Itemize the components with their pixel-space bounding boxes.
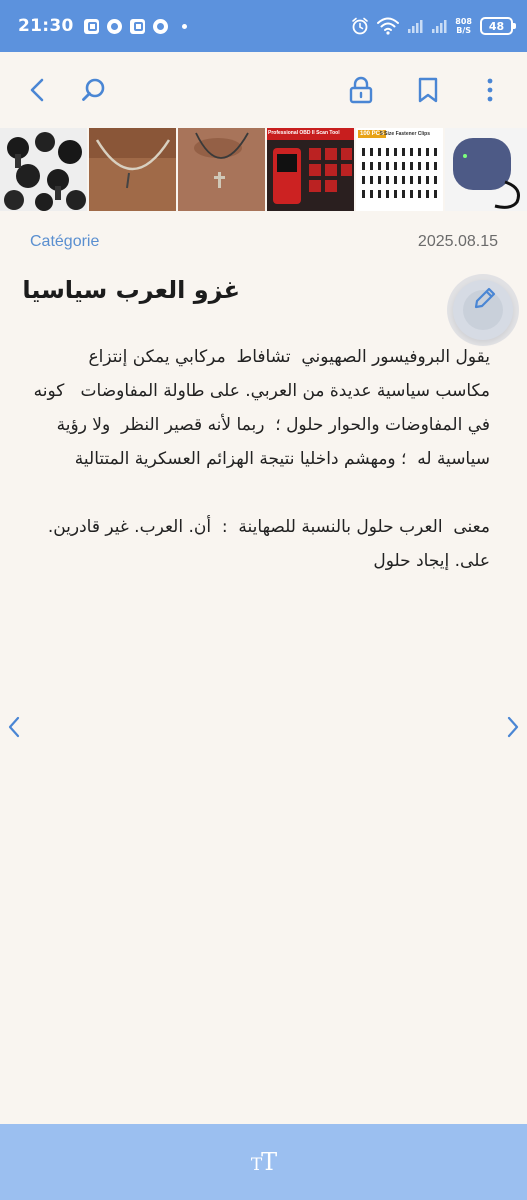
pencil-icon [472, 285, 498, 311]
clips-count-badge: 100 PCS [360, 131, 385, 137]
bottom-bar [0, 1124, 527, 1200]
thumbnail-cross-necklace[interactable] [178, 128, 265, 211]
battery-level: 48 [488, 19, 505, 33]
status-time: 21:30 [18, 16, 74, 36]
wifi-icon [377, 17, 399, 35]
thumbnail-earbuds-case[interactable] [445, 128, 527, 211]
search-icon [80, 76, 108, 104]
font-size-button[interactable] [251, 1148, 276, 1176]
bookmark-icon [417, 76, 439, 104]
network-speed [455, 17, 472, 35]
p-app-icon [84, 19, 99, 34]
net-speed-unit: B/S [456, 26, 472, 35]
net-speed-value: 808 [455, 17, 472, 26]
thumbnail-black-clips[interactable] [0, 128, 87, 211]
next-article-button[interactable] [503, 714, 523, 740]
article-date: 2025.08.15 [417, 233, 498, 250]
thumbnail-obd-scanner[interactable] [267, 128, 354, 211]
earbuds-case-image [445, 128, 527, 211]
cross-necklace-image [178, 128, 265, 211]
edit-button[interactable] [453, 280, 513, 340]
lock-button[interactable] [343, 72, 379, 108]
clips-ad-text: 5 Size Fastener Clips [380, 131, 431, 137]
fastener-clips-image [356, 128, 443, 211]
thumbnail-fastener-clips[interactable] [356, 128, 443, 211]
back-arrow-icon [27, 77, 49, 103]
black-clips-image [0, 128, 87, 211]
article-paragraph: يقول البروفيسور الصهيوني تشافاط مركابي يمكن إنتزاع مكاسب سياسية عديدة من العربي. على طاولة المفاوضات كونه في المفاوضات والحوار حلول ؛ ربما لأنه قصير النظر ولا رؤية سياسية له ؛ ومهشم داخليا نتيجة الهزائم العسكرية المتتالية [22, 347, 490, 469]
p-app-icon [130, 19, 145, 34]
lock-icon [348, 75, 374, 105]
obd-scanner-image [267, 128, 354, 211]
category-link[interactable]: Catégorie [30, 233, 100, 250]
article-meta [30, 230, 498, 254]
more-vert-icon [486, 77, 494, 103]
article-title: غزو العرب سياسيا [22, 276, 240, 304]
top-toolbar [0, 52, 527, 128]
thumbnail-necklace[interactable] [89, 128, 176, 211]
font-size-small-t: T [250, 1155, 262, 1175]
status-bar [0, 0, 527, 52]
signal-icon-2 [431, 18, 447, 34]
image-strip [0, 128, 527, 211]
font-size-large-t: T [261, 1148, 277, 1176]
necklace-image [89, 128, 176, 211]
chrome-icon [107, 19, 122, 34]
battery-icon [480, 17, 513, 35]
more-options-button[interactable] [472, 72, 508, 108]
alarm-icon [351, 17, 369, 35]
article-paragraph: معنى العرب حلول بالنسبة للصهاينة : أن. العرب. غير قادرين. على. إيجاد حلول [42, 517, 490, 571]
previous-article-button[interactable] [4, 714, 24, 740]
chevron-left-icon [8, 716, 20, 738]
obd-ad-text: Professional OBD II Scan Tool [268, 130, 340, 136]
back-button[interactable] [20, 72, 56, 108]
article-body [22, 340, 490, 578]
bookmark-button[interactable] [410, 72, 446, 108]
search-button[interactable] [76, 72, 112, 108]
chrome-icon [153, 19, 168, 34]
signal-icon [407, 18, 423, 34]
notification-icons [84, 19, 187, 34]
more-notifications-dot [182, 24, 187, 29]
chevron-right-icon [507, 716, 519, 738]
